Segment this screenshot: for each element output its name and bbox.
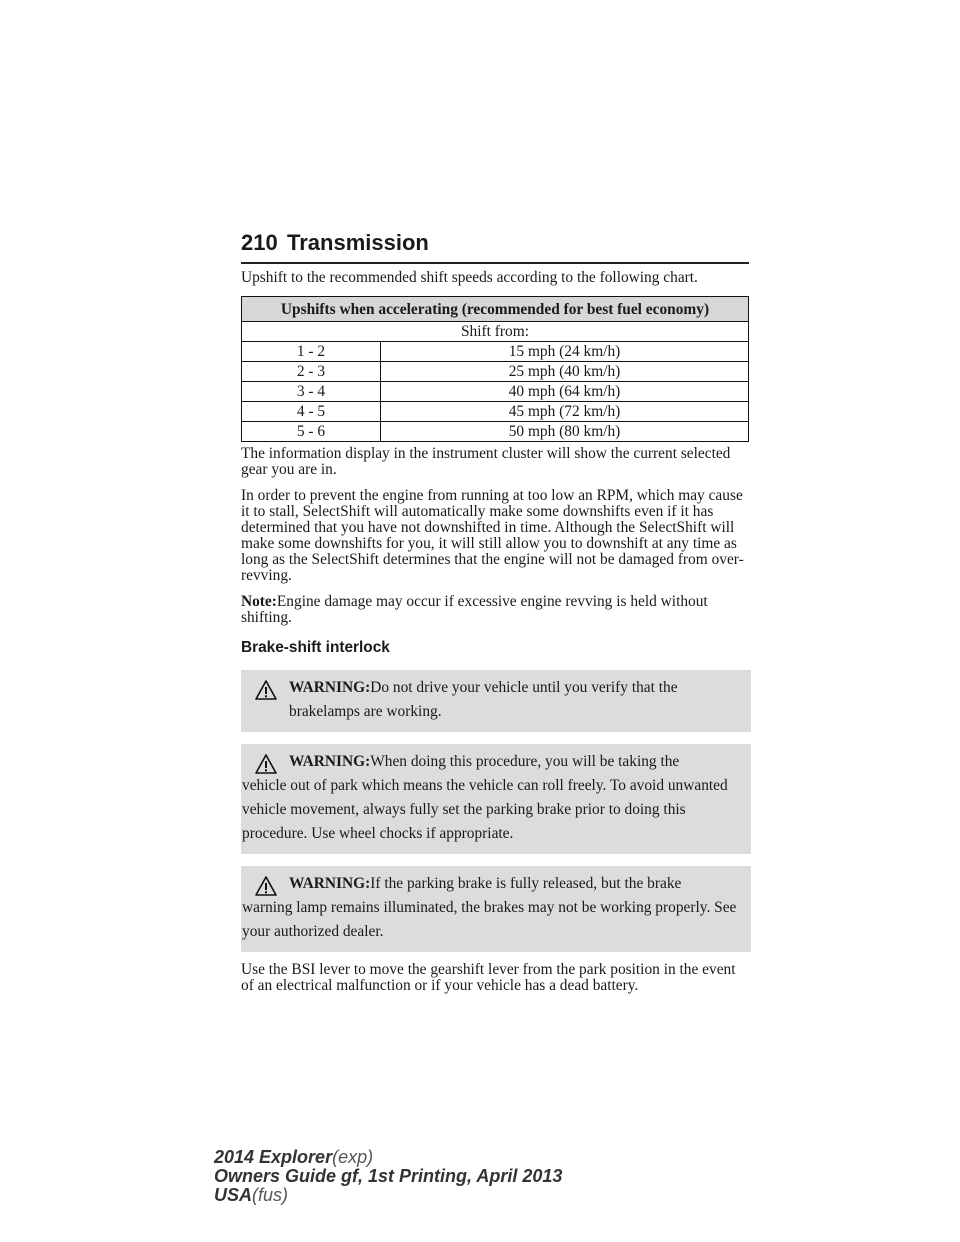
warning-box <box>241 744 751 854</box>
warning-rest <box>241 896 739 944</box>
speed-cell: 15 mph (24 km/h) <box>381 342 749 362</box>
page-content <box>241 270 751 1004</box>
speed-cell: 50 mph (80 km/h) <box>381 422 749 442</box>
warning-text: Do not drive your vehicle until you verify that the <box>370 679 678 696</box>
warning-rest <box>241 774 739 846</box>
table-title: Upshifts when accelerating (recommended for best fuel economy) <box>242 297 749 322</box>
speed-cell: 45 mph (72 km/h) <box>381 402 749 422</box>
gear-cell: 4 - 5 <box>242 402 381 422</box>
footer-market-code: (fus) <box>252 1185 289 1205</box>
page-number: 210 <box>241 230 278 255</box>
footer-market: USA <box>214 1185 253 1205</box>
selectshift-paragraph: In order to prevent the engine from running at too low an RPM, which may cause it to stall, SelectShift will automatically make some downshifts even if it has determined that you have not downshifted in time. Although the SelectShift will make some downshifts for you, it will still allow you to downshift at any time as long as the SelectShift determines that the engine will not be damaged from over-revving. <box>241 487 744 584</box>
display-paragraph: The information display in the instrument cluster will show the current selected gear you are in. <box>241 445 731 478</box>
warning-rest: brakelamps are working. <box>289 703 442 720</box>
warning-triangle-icon <box>255 680 277 700</box>
gear-cell: 3 - 4 <box>242 382 381 402</box>
table-row <box>242 422 749 442</box>
warning-label: WARNING: <box>289 875 371 892</box>
gear-cell: 2 - 3 <box>242 362 381 382</box>
warning-first-line <box>241 750 739 774</box>
warning-label: WARNING: <box>289 679 371 696</box>
bsi-paragraph: Use the BSI lever to move the gearshift lever from the park position in the event of an electrical malfunction or if your vehicle has a dead battery. <box>241 961 736 994</box>
footer-line-3 <box>214 1186 562 1205</box>
warning-label: WARNING: <box>289 753 371 770</box>
table-subheader: Shift from: <box>242 322 749 342</box>
warning-box <box>241 866 751 952</box>
gear-cell: 5 - 6 <box>242 422 381 442</box>
warning-triangle-icon <box>255 876 277 896</box>
footer-model: 2014 Explorer <box>214 1147 333 1167</box>
footer-printing: Owners Guide gf, 1st Printing, April 2013 <box>214 1166 563 1186</box>
warning-first-line <box>241 676 739 700</box>
table-row <box>242 382 749 402</box>
table-row <box>242 402 749 422</box>
warning-triangle-icon <box>255 754 277 774</box>
note-text: Engine damage may occur if excessive engine revving is held without shifting. <box>241 593 708 626</box>
footer-model-code: (exp) <box>332 1147 374 1167</box>
speed-cell: 40 mph (64 km/h) <box>381 382 749 402</box>
upshift-table <box>241 296 749 442</box>
warning-box <box>241 670 751 732</box>
section-title: Transmission <box>287 230 429 255</box>
warning-text: When doing this procedure, you will be taking the <box>370 753 680 770</box>
brake-shift-heading: Brake-shift interlock <box>241 639 390 656</box>
footer-line-1 <box>214 1148 562 1167</box>
warning-rest-text: warning lamp remains illuminated, the brakes may not be working properly. See your authorized dealer. <box>242 899 737 940</box>
page-footer <box>214 1148 562 1205</box>
note-label: Note: <box>241 593 277 610</box>
intro-paragraph: Upshift to the recommended shift speeds according to the following chart. <box>241 269 698 286</box>
table-row <box>242 342 749 362</box>
warning-text: If the parking brake is fully released, but the brake <box>370 875 682 892</box>
note-paragraph <box>241 594 751 626</box>
table-row <box>242 362 749 382</box>
speed-cell: 25 mph (40 km/h) <box>381 362 749 382</box>
warning-first-line <box>241 872 739 896</box>
footer-line-2 <box>214 1167 562 1186</box>
page-header <box>241 228 749 264</box>
gear-cell: 1 - 2 <box>242 342 381 362</box>
warning-rest-text: vehicle out of park which means the vehicle can roll freely. To avoid unwanted vehicle movement, always fully set the parking brake prior to doing this procedure. Use wheel chocks if appropriate. <box>242 777 728 842</box>
